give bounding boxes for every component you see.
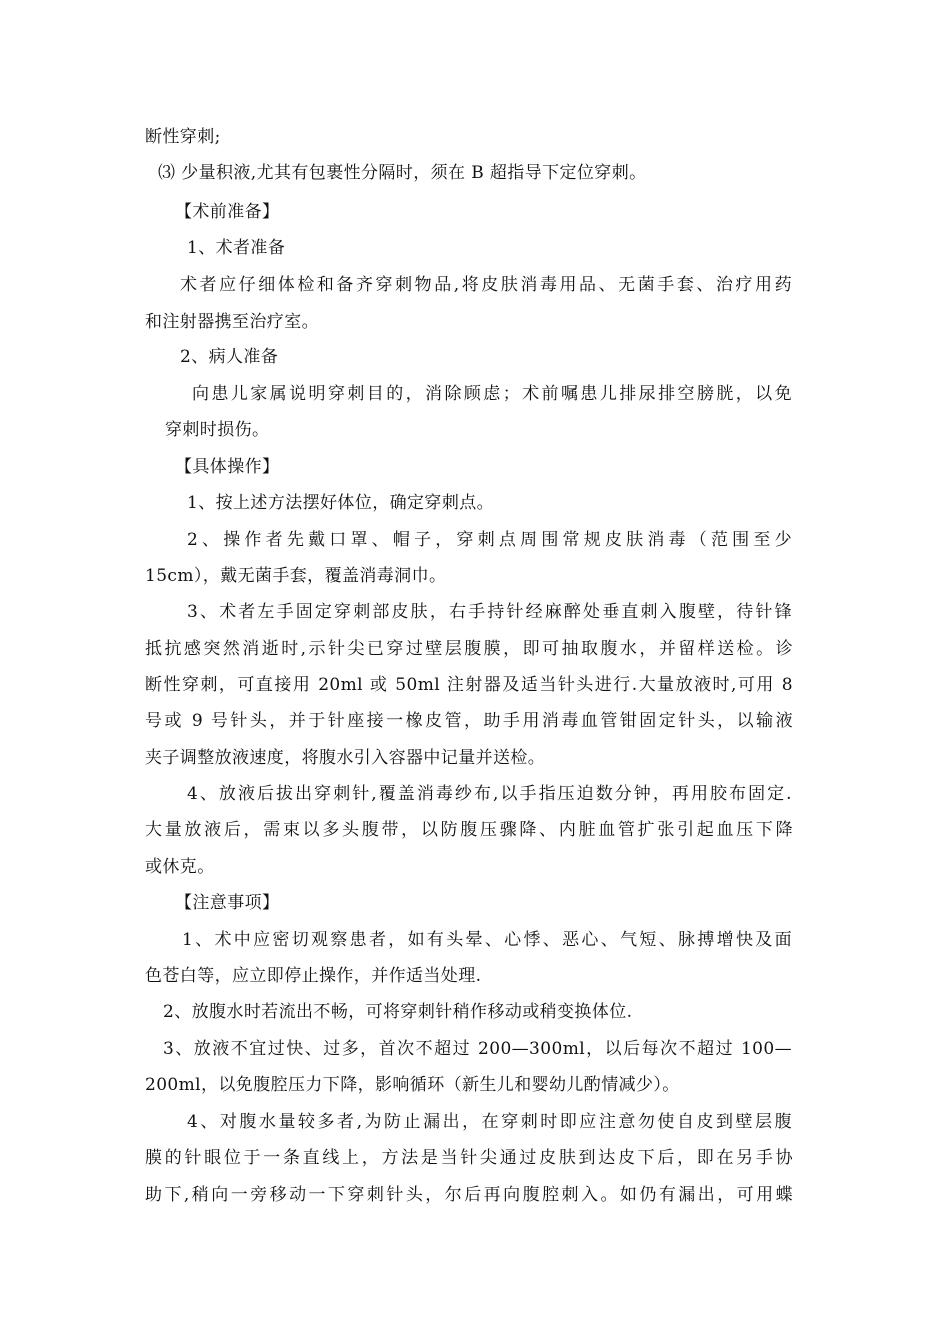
text-line-1: 断性穿刺; — [145, 127, 221, 147]
subheading-operator-prep: 1、术者准备 — [187, 238, 286, 258]
text-line-28: 4、对腹水量较多者,为防止漏出，在穿刺时即应注意勿使自皮到壁层腹 — [187, 1112, 792, 1132]
text-line-9: 穿刺时损伤。 — [165, 420, 270, 440]
text-line-27: 200ml，以免腹腔压力下降，影响循环（新生儿和婴幼儿酌情减少）。 — [145, 1075, 680, 1095]
text-line-26: 3、放液不宜过快、过多，首次不超过 200—300ml，以后每次不超过 100— — [163, 1039, 792, 1059]
section-heading-procedure: 【具体操作】 — [175, 457, 280, 477]
subheading-patient-prep: 2、病人准备 — [180, 347, 279, 367]
text-line-8: 向患儿家属说明穿刺目的，消除顾虑；术前嘱患儿排尿排空膀胱，以免 — [192, 384, 792, 404]
text-line-29: 膜的针眼位于一条直线上，方法是当针尖通过皮肤到达皮下后，即在另手协 — [145, 1148, 793, 1168]
text-line-14: 3、术者左手固定穿刺部皮肤，右手持针经麻醉处垂直刺入腹壁，待针锋 — [187, 602, 792, 622]
section-heading-preop: 【术前准备】 — [175, 202, 280, 222]
text-line-6: 和注射器携至治疗室。 — [145, 312, 319, 332]
text-line-11: 1、按上述方法摆好体位，确定穿刺点。 — [187, 493, 495, 513]
text-line-2: ⑶ 少量积液,尤其有包裹性分隔时，须在 B 超指导下定位穿刺。 — [158, 163, 647, 183]
text-line-16: 断性穿刺，可直接用 20ml 或 50ml 注射器及适当针头进行.大量放液时,可用 8 — [145, 675, 793, 695]
text-line-21: 或休克。 — [145, 857, 215, 877]
text-line-19: 4、放液后拔出穿刺针,覆盖消毒纱布,以手指压迫数分钟，再用胶布固定. — [187, 784, 792, 804]
text-line-24: 色苍白等，应立即停止操作，并作适当处理. — [145, 966, 482, 986]
text-line-17: 号或 9 号针头，并于针座接一橡皮管，助手用消毒血管钳固定针头，以输液 — [145, 711, 793, 731]
text-line-30: 助下,稍向一旁移动一下穿刺针头，尔后再向腹腔刺入。如仍有漏出，可用蝶 — [145, 1185, 793, 1205]
text-line-25: 2、放腹水时若流出不畅，可将穿刺针稍作移动或稍变换体位. — [163, 1002, 633, 1022]
text-line-15: 抵抗感突然消逝时,示针尖已穿过壁层腹膜，即可抽取腹水，并留样送检。诊 — [145, 639, 793, 659]
text-line-23: 1、术中应密切观察患者，如有头晕、心悸、恶心、气短、脉搏增快及面 — [182, 930, 792, 950]
text-line-13: 15cm），戴无菌手套，覆盖消毒洞巾。 — [145, 566, 447, 586]
text-line-18: 夹子调整放液速度，将腹水引入容器中记量并送检。 — [145, 748, 546, 768]
text-line-5: 术者应仔细体检和备齐穿刺物品,将皮肤消毒用品、无菌手套、治疗用药 — [180, 275, 792, 295]
text-line-20: 大量放液后，需束以多头腹带，以防腹压骤降、内脏血管扩张引起血压下降 — [145, 820, 793, 840]
section-heading-precautions: 【注意事项】 — [175, 893, 280, 913]
text-line-12: 2、操作者先戴口罩、帽子，穿刺点周围常规皮肤消毒（范围至少 — [187, 530, 792, 550]
